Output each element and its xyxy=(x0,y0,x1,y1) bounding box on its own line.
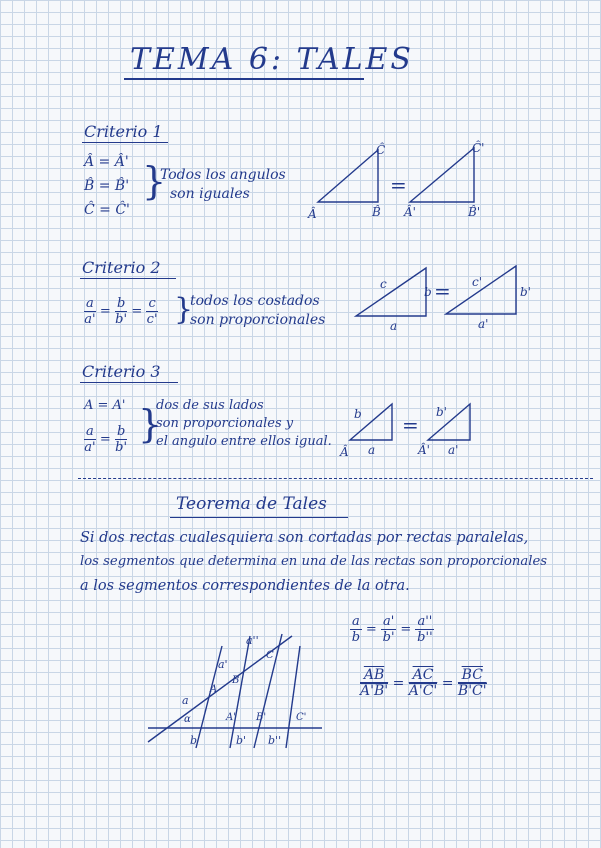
tales-label-a: a xyxy=(182,694,189,707)
tales-label-a2: a'' xyxy=(246,634,259,647)
criterio1-eq3: Ĉ = Ĉ' xyxy=(84,202,130,218)
c3-label-b2: b' xyxy=(436,405,447,419)
criterio3-frac1: $\frac{a}{a'}$ xyxy=(84,424,96,455)
c2-label-b: b xyxy=(424,285,432,299)
tales-label-C: C xyxy=(266,650,274,661)
criterio1-triangle-right xyxy=(410,148,474,202)
c2-label-a2: a' xyxy=(478,317,489,331)
teorema-seg-frac3: $\frac{\overline{BC}}{B'C'}$ xyxy=(457,667,487,699)
tales-label-A: A xyxy=(210,684,218,695)
criterio3-brace: } xyxy=(138,402,163,446)
criterio3-fractions: $\frac{a}{a'}$ = $\frac{b}{b'}$ xyxy=(84,424,128,455)
c1-label-B2: B̂' xyxy=(468,205,481,219)
criterio2-fractions: $\frac{a}{a'}$ = $\frac{b}{b'}$ = $\frac{c}{c'}$ xyxy=(84,296,158,327)
teorema-frac2: $\frac{a'}{b'}$ xyxy=(382,614,395,645)
teorema-line2: los segmentos que determina en una de las rectas son proporcionales xyxy=(80,554,548,569)
tales-parallel-2 xyxy=(230,636,250,748)
criterio1-eq2: B̂ = B̂' xyxy=(84,178,130,194)
criterio2-frac1: $\frac{a}{a'}$ xyxy=(84,296,96,327)
criterio1-eq1: Â = Â' xyxy=(84,154,129,170)
tales-label-B1: B' xyxy=(256,712,267,723)
c1-equals: = xyxy=(390,173,407,197)
tales-label-b: b xyxy=(190,734,198,747)
c1-label-C: Ĉ xyxy=(376,143,386,157)
tales-label-b2: b'' xyxy=(268,734,282,747)
criterio1-text2: son iguales xyxy=(170,186,250,202)
c3-equals: = xyxy=(402,413,419,437)
criterio2-triangle-left xyxy=(356,268,426,316)
criterio2-text1: todos los costados xyxy=(190,293,320,309)
c1-label-A2: Â' xyxy=(404,205,416,219)
tales-label-alpha: α xyxy=(184,714,191,725)
criterio3-text2: son proporcionales y xyxy=(156,416,294,431)
c2-label-a: a xyxy=(390,319,398,333)
c1-label-C2: Ĉ' xyxy=(472,141,485,155)
tales-label-C1: C' xyxy=(296,712,307,723)
c3-label-b: b xyxy=(354,407,362,421)
criterio3-triangle-right xyxy=(428,404,470,440)
c1-label-A: Â xyxy=(308,207,317,221)
page-title: TEMA 6: TALES xyxy=(130,42,414,77)
teorema-line3: a los segmentos correspondientes de la otra. xyxy=(80,578,410,594)
criterio2-frac2: $\frac{b}{b'}$ xyxy=(115,296,128,327)
criterio3-text1: dos de sus lados xyxy=(156,398,264,413)
c2-label-c2: c' xyxy=(472,275,483,289)
c3-label-A2: Â' xyxy=(418,443,430,457)
criterio2-heading: Criterio 2 xyxy=(82,258,161,277)
tales-parallel-4 xyxy=(286,646,300,748)
teorema-line1: Si dos rectas cualesquiera son cortadas por rectas paralelas, xyxy=(80,530,529,546)
criterio2-brace: } xyxy=(174,292,194,327)
teorema-frac3: $\frac{a''}{b''}$ xyxy=(417,614,433,645)
criterio1-triangle-left xyxy=(318,150,378,202)
c3-label-A: Â xyxy=(340,445,349,459)
criterio3-text3: el angulo entre ellos igual. xyxy=(156,434,332,449)
c1-label-B: B̂ xyxy=(372,205,381,219)
criterio2-text2: son proporcionales xyxy=(190,312,326,328)
teorema-fractions: $\frac{a}{b}$ = $\frac{a'}{b'}$ = $\frac{a''}{b''}$ xyxy=(351,614,433,645)
teorema-frac1: $\frac{a}{b}$ xyxy=(351,614,361,645)
criterio2-frac3: $\frac{c}{c'}$ xyxy=(146,296,158,327)
tales-label-A1: A' xyxy=(226,712,236,723)
tales-label-B: B xyxy=(232,675,240,686)
teorema-seg-frac1: $\frac{\overline{AB}}{A'B'}$ xyxy=(360,667,389,699)
c2-label-c: c xyxy=(380,277,387,291)
c3-label-a2: a' xyxy=(448,443,459,457)
criterio3-eq1: A = A' xyxy=(84,398,126,413)
criterio3-heading: Criterio 3 xyxy=(82,362,161,381)
criterio1-heading: Criterio 1 xyxy=(84,122,163,141)
c2-label-b2: b' xyxy=(520,285,531,299)
criterio1-text1: Todos los angulos xyxy=(160,167,286,183)
teorema-seg-frac2: $\frac{\overline{AC}}{A'C'}$ xyxy=(408,667,438,699)
c3-label-a: a xyxy=(368,443,376,457)
teorema-heading: Teorema de Tales xyxy=(176,494,327,514)
teorema-segment-fractions: $\frac{\overline{AB}}{A'B'}$ = $\frac{\overline{AC}}{A'C'}$ = $\frac{\overline{BC}}{B'C'}$ xyxy=(360,667,487,699)
tales-label-b1: b' xyxy=(236,734,247,747)
criterio1-brace: } xyxy=(142,159,167,203)
criterio3-frac2: $\frac{b}{b'}$ xyxy=(115,424,128,455)
c2-equals: = xyxy=(434,279,451,303)
criterio2-triangle-right xyxy=(446,266,516,314)
tales-label-a1: a' xyxy=(218,658,228,671)
